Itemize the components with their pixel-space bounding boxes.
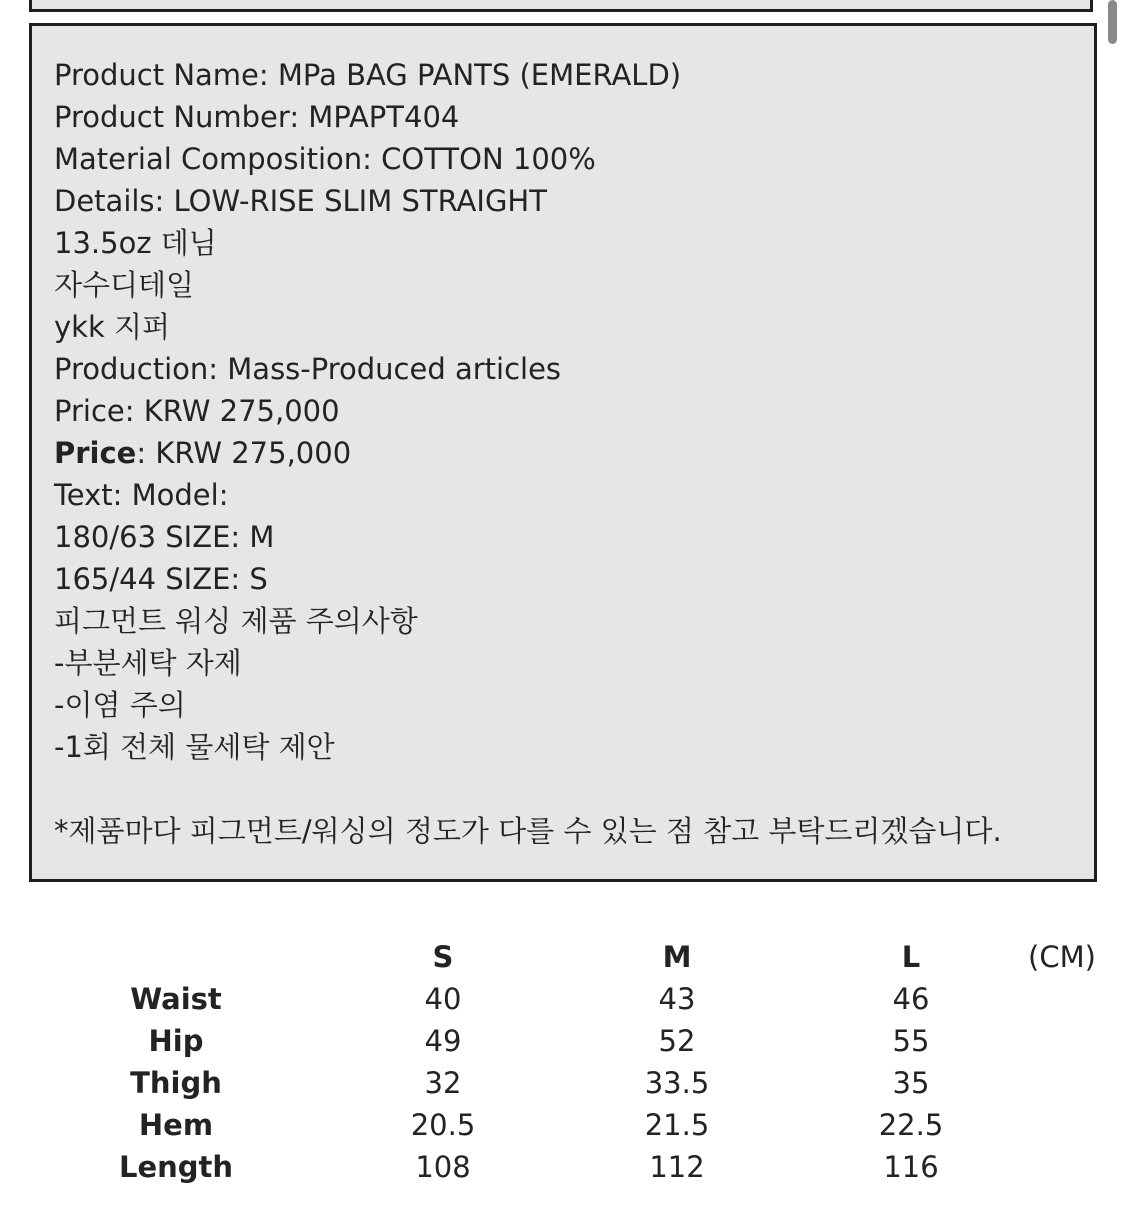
- model-size-m-line: 180/63 SIZE: M: [54, 520, 275, 554]
- waist-l: 46: [892, 982, 930, 1016]
- price-bold-line: [54, 436, 351, 470]
- row-label-hip: Hip: [148, 1024, 204, 1058]
- hem-s: 20.5: [410, 1108, 476, 1142]
- product-number-label: Product Number:: [54, 100, 300, 134]
- details-label: Details:: [54, 184, 165, 218]
- size-header-l: L: [901, 940, 921, 974]
- text-label: Text:: [54, 478, 123, 512]
- product-number-line: [54, 100, 459, 134]
- hem-m: 21.5: [644, 1108, 710, 1142]
- length-l: 116: [883, 1150, 939, 1184]
- product-name-value: MPa BAG PANTS (EMERALD): [268, 58, 682, 92]
- product-name-label: Product Name:: [54, 58, 269, 92]
- length-m: 112: [649, 1150, 705, 1184]
- row-label-thigh: Thigh: [130, 1066, 222, 1100]
- hip-l: 55: [892, 1024, 930, 1058]
- product-name-line: [54, 58, 681, 92]
- details-line: [54, 184, 547, 218]
- detail-denim-line: 13.5oz 데님: [54, 226, 217, 260]
- row-label-hem: Hem: [138, 1108, 214, 1142]
- product-info-box: [29, 23, 1097, 882]
- unit-label: (CM): [1028, 940, 1096, 974]
- care-line-dye-transfer: -이염 주의: [54, 688, 186, 722]
- text-model-line: [54, 478, 228, 512]
- production-label: Production:: [54, 352, 219, 386]
- details-value: LOW-RISE SLIM STRAIGHT: [164, 184, 547, 218]
- scrollbar-thumb[interactable]: [1108, 0, 1117, 44]
- price-line: [54, 394, 340, 428]
- care-line-partial-wash: -부분세탁 자제: [54, 646, 242, 680]
- length-s: 108: [415, 1150, 471, 1184]
- care-title: 피그먼트 워싱 제품 주의사항: [54, 604, 418, 638]
- previous-info-box: [29, 0, 1093, 12]
- hip-s: 49: [424, 1024, 462, 1058]
- production-value: Mass-Produced articles: [218, 352, 562, 386]
- price-bold-value: : KRW 275,000: [136, 436, 352, 470]
- care-line-full-wash: -1회 전체 물세탁 제안: [54, 730, 335, 764]
- row-label-waist: Waist: [130, 982, 222, 1016]
- material-value: COTTON 100%: [371, 142, 596, 176]
- price-value: KRW 275,000: [134, 394, 340, 428]
- material-line: [54, 142, 596, 176]
- hem-l: 22.5: [878, 1108, 944, 1142]
- text-value: Model:: [122, 478, 229, 512]
- thigh-s: 32: [424, 1066, 462, 1100]
- waist-s: 40: [424, 982, 462, 1016]
- price-label: Price:: [54, 394, 135, 428]
- detail-embroidery-line: 자수디테일: [54, 268, 195, 302]
- thigh-l: 35: [892, 1066, 930, 1100]
- size-header-s: S: [432, 940, 454, 974]
- washing-note: *제품마다 피그먼트/워싱의 정도가 다를 수 있는 점 참고 부탁드리겠습니다.: [54, 814, 1002, 848]
- thigh-m: 33.5: [644, 1066, 710, 1100]
- waist-m: 43: [658, 982, 696, 1016]
- material-label: Material Composition:: [54, 142, 372, 176]
- size-header-m: M: [662, 940, 692, 974]
- production-line: [54, 352, 561, 386]
- product-number-value: MPAPT404: [299, 100, 460, 134]
- hip-m: 52: [658, 1024, 696, 1058]
- price-bold-label: Price: [54, 436, 137, 470]
- row-label-length: Length: [118, 1150, 234, 1184]
- model-size-s-line: 165/44 SIZE: S: [54, 562, 268, 596]
- detail-zipper-line: ykk 지퍼: [54, 310, 170, 344]
